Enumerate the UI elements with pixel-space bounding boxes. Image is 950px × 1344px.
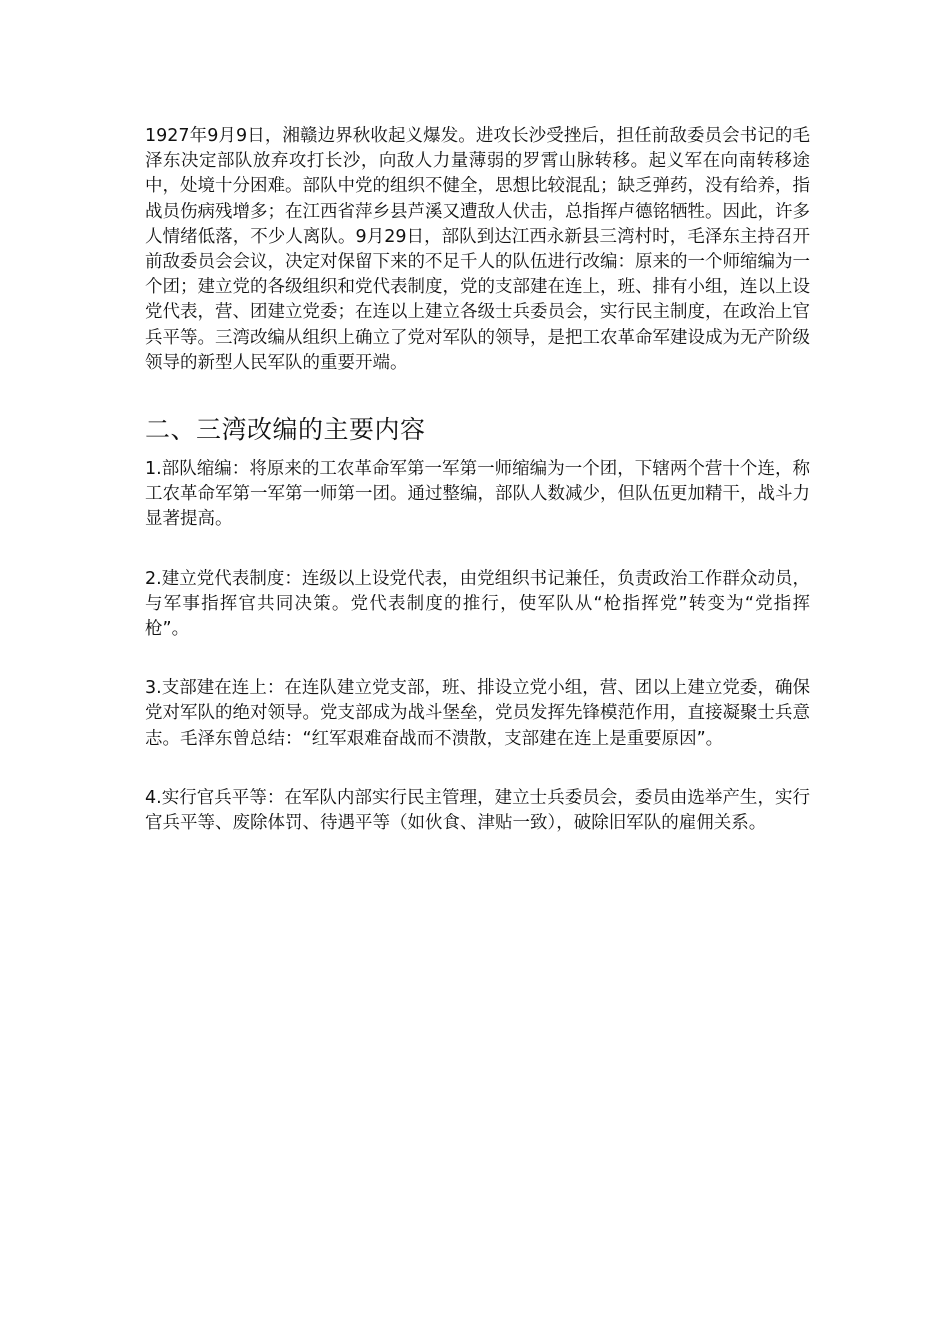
section-heading: 二、三湾改编的主要内容 bbox=[145, 415, 426, 445]
list-item-party-representative: 2.建立党代表制度：连级以上设党代表，由党组织书记兼任，负责政治工作群众动员，与军事指挥官共同决策。党代表制度的推行，使军队从“枪指挥党”转变为“党指挥枪”。 bbox=[145, 568, 810, 640]
document-body bbox=[145, 124, 810, 870]
intro-paragraph: 1927年9月9日，湘赣边界秋收起义爆发。进攻长沙受挫后，担任前敌委员会书记的毛泽东决定部队放弃攻打长沙，向敌人力量薄弱的罗霄山脉转移。起义军在向南转移途中，处境十分困难。部队中党的组织不健全，思想比较混乱；缺乏弹药，没有给养，指战员伤病残增多；在江西省萍乡县芦溪又遭敌人伏击，总指挥卢德铭牺牲。因此，许多人情绪低落，不少人离队。9月29日，部队到达江西永新县三湾村时，毛泽东主持召开前敌委员会会议，决定对保留下来的不足千人的队伍进行改编：原来的一个师缩编为一个团；建立党的各级组织和党代表制度，党的支部建在连上，班、排有小组，连以上设党代表，营、团建立党委；在连以上建立各级士兵委员会，实行民主制度，在政治上官兵平等。三湾改编从组织上确立了党对军队的领导，是把工农革命军建设成为无产阶级领导的新型人民军队的重要开端。 bbox=[145, 126, 810, 373]
list-item-reorganization: 1.部队缩编：将原来的工农革命军第一军第一师缩编为一个团，下辖两个营十个连，称工农革命军第一军第一师第一团。通过整编，部队人数减少，但队伍更加精干，战斗力显著提高。 bbox=[145, 459, 810, 530]
list-item-officer-soldier-equality: 4.实行官兵平等：在军队内部实行民主管理，建立士兵委员会，委员由选举产生，实行官兵平等、废除体罚、待遇平等（如伙食、津贴一致），破除旧军队的雇佣关系。 bbox=[145, 787, 810, 834]
list-item-branch-in-company: 3.支部建在连上：在连队建立党支部，班、排设立党小组，营、团以上建立党委，确保党对军队的绝对领导。党支部成为战斗堡垒，党员发挥先锋模范作用，直接凝聚士兵意志。毛泽东曾总结：“红军艰难奋战而不溃散，支部建在连上是重要原因”。 bbox=[145, 678, 810, 749]
